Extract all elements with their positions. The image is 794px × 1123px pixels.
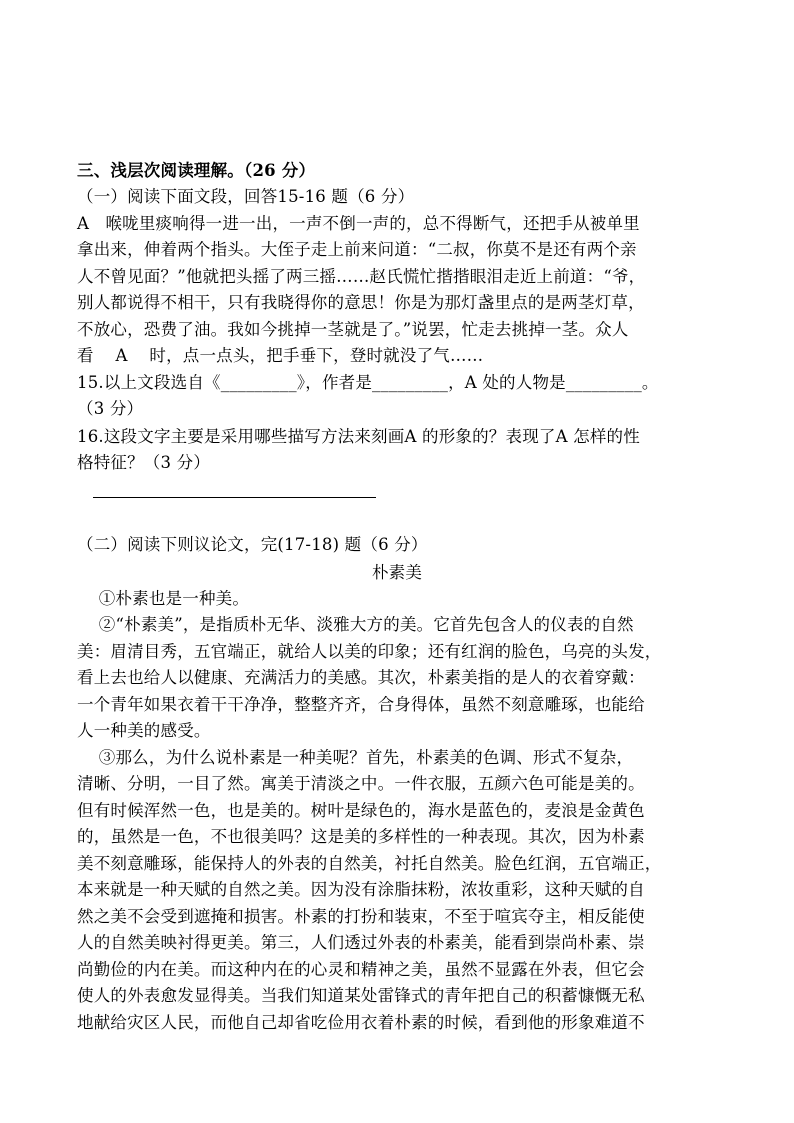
essay-line: 尚勤俭的内在美。而这种内在的心灵和精神之美，虽然不显露在外表，但它会 [77, 960, 645, 979]
essay-line: ②“朴素美”，是指质朴无华、淡雅大方的美。它首先包含人的仪表的自然 [77, 615, 634, 634]
essay-line: 一个青年如果衣着干干净净，整整齐齐，合身得体，虽然不刻意雕琢，也能给 [77, 695, 645, 714]
passage-line-2: 拿出来，伸着两个指头。大侄子走上前来问道：“二叔，你莫不是还有两个亲 [77, 240, 637, 259]
section-heading: 三、浅层次阅读理解。（26 分） [77, 161, 316, 180]
essay-title: 朴素美 [371, 563, 423, 582]
essay-line: 美：眉清目秀，五官端正，就给人以美的印象；还有红润的脸色，乌亮的头发， [77, 642, 662, 661]
question-16-continued: 格特征？（3 分） [77, 453, 211, 472]
essay-line: 地献给灾区人民，而他自己却省吃俭用衣着朴素的时候，看到他的形象难道不 [77, 1013, 645, 1032]
essay-line: 人一种美的感受。 [77, 721, 211, 740]
question-15-score: （3 分） [77, 399, 144, 418]
question-16: 16.这段文字主要是采用哪些描写方法来刻画A 的形象的？表现了A 怎样的性 [77, 427, 640, 446]
part1-intro: （一）阅读下面文段，回答15-16 题（6 分） [77, 187, 415, 206]
essay-line: 然之美不会受到遮掩和损害。朴素的打扮和装束，不至于喧宾夺主，相反能使 [77, 907, 645, 926]
essay-line: 看上去也给人以健康、充满活力的美感。其次，朴素美指的是人的衣着穿戴： [77, 668, 645, 687]
essay-line: 但有时候浑然一色，也是美的。树叶是绿色的，海水是蓝色的，麦浪是金黄色 [77, 801, 645, 820]
essay-line: ③那么，为什么说朴素是一种美呢？首先，朴素美的色调、形式不复杂， [77, 748, 634, 767]
part2-intro: （二）阅读下则议论文，完(17-18) 题（6 分） [77, 535, 428, 554]
passage-line-5: 不放心，恐费了油。我如今挑掉一茎就是了。”说罢，忙走去挑掉一茎。众人 [77, 320, 629, 339]
essay-line: 清晰、分明，一目了然。寓美于清淡之中。一件衣服，五颜六色可能是美的。 [77, 774, 645, 793]
essay-line: ①朴素也是一种美。 [77, 589, 250, 608]
essay-line: 人的自然美映衬得更美。第三，人们透过外表的朴素美，能看到崇尚朴素、崇 [77, 933, 645, 952]
essay-line: 本来就是一种天赋的自然之美。因为没有涂脂抹粉，浓妆重彩，这种天赋的自 [77, 880, 645, 899]
answer-blank-line [93, 497, 376, 498]
passage-line-3: 人不曾见面？”他就把头摇了两三摇……赵氏慌忙揩揩眼泪走近上前道：“爷， [77, 267, 646, 286]
passage-line-6: 看 A 时，点一点头，把手垂下，登时就没了气…… [77, 346, 484, 365]
passage-line-4: 别人都说得不相干，只有我晓得你的意思！你是为那灯盏里点的是两茎灯草， [77, 293, 645, 312]
essay-line: 的，虽然是一色，不也很美吗？这是美的多样性的一种表现。其次，因为朴素 [77, 827, 645, 846]
essay-line: 美不刻意雕琢，能保持人的外表的自然美，衬托自然美。脸色红润，五官端正， [77, 854, 662, 873]
essay-line: 使人的外表愈发显得美。当我们知道某处雷锋式的青年把自己的积蓄慷慨无私 [77, 986, 645, 1005]
passage-line-1: A 喉咙里痰响得一进一出，一声不倒一声的，总不得断气，还把手从被单里 [77, 214, 640, 233]
question-15: 15.以上文段选自《_________》，作者是_________，A 处的人物是_________。 [77, 373, 659, 392]
